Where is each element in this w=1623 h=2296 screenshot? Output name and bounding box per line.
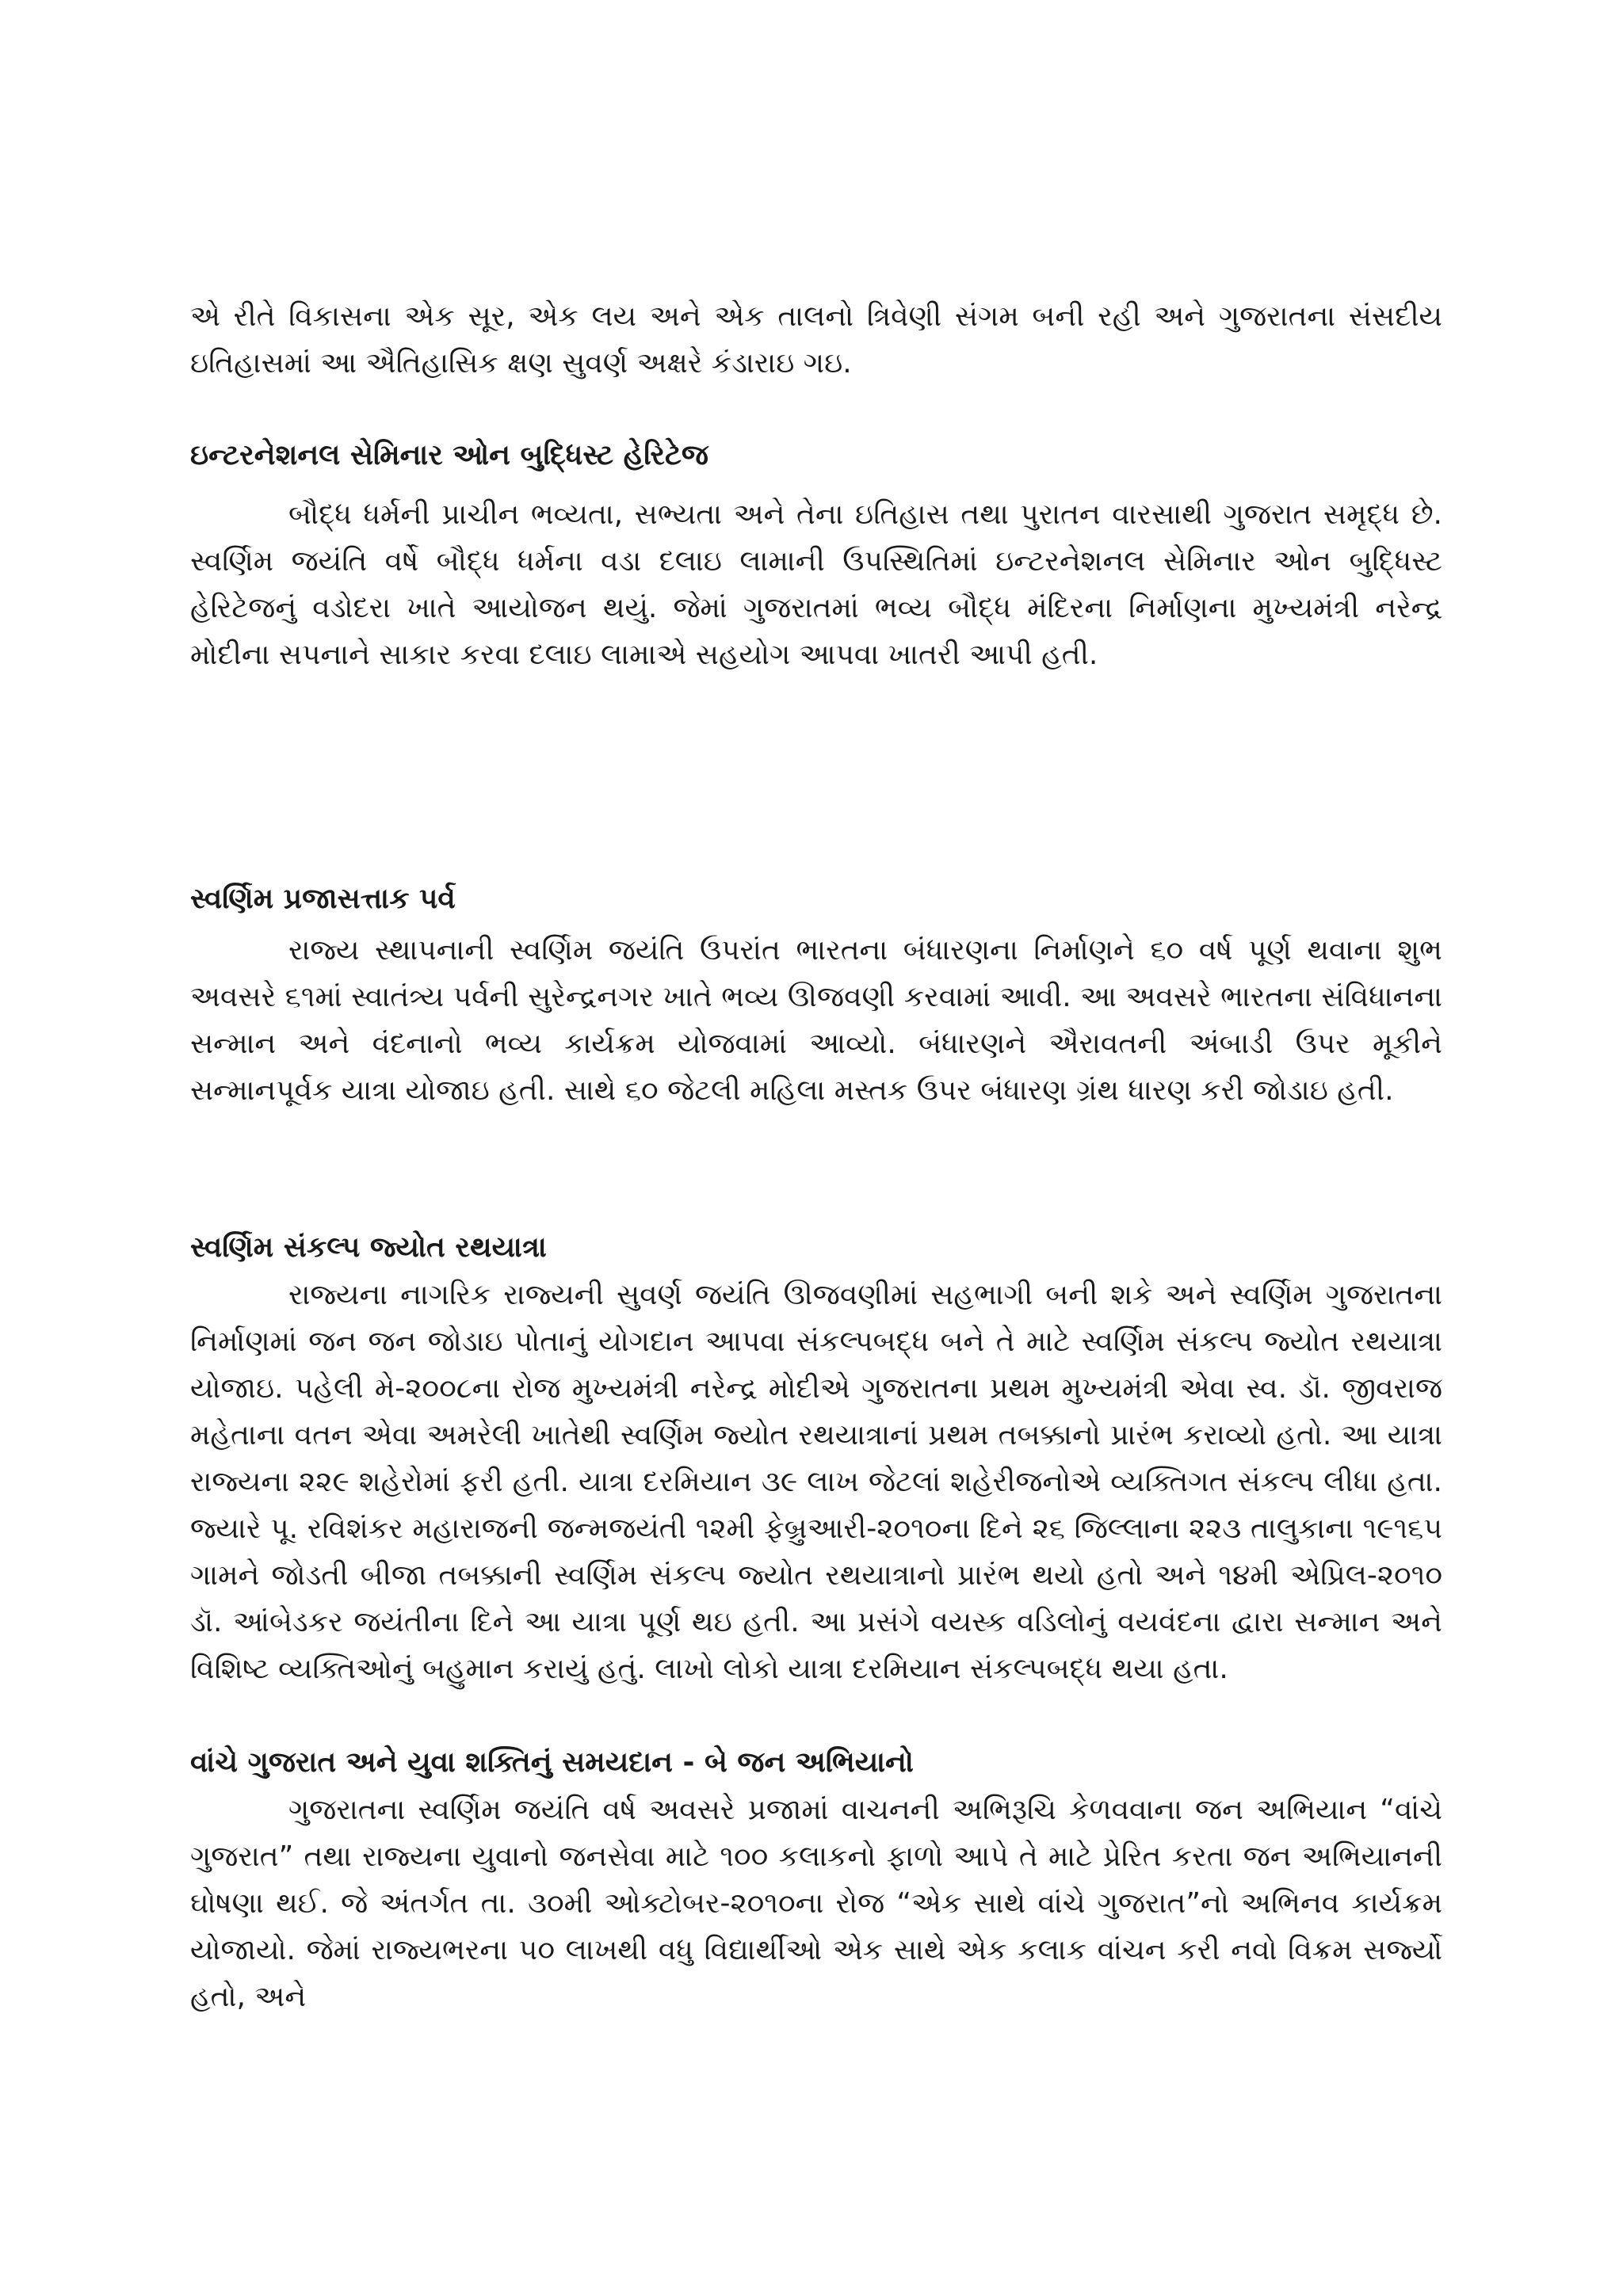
section-body-sankalp-rathyatra — [190, 1272, 1442, 1692]
section-body-text: રાજ્યના નાગરિક રાજ્યની સુવર્ણ જયંતિ ઊજવણીમાં સહભાગી બની શકે અને સ્વર્ણિમ ગુજરાતના નિર્માણમાં જન જન જોડાઇ પોતાનું યોગદાન આપવા સંકલ્પબદ્ધ બને તે માટે સ્વર્ણિમ સંકલ્પ જ્યોત રથયાત્રા યોજાઇ. પહેલી મે-૨૦૦૮ના રોજ મુખ્યમંત્રી નરેન્દ્ર મોદીએ ગુજરાતના પ્રથમ મુખ્યમંત્રી એવા સ્વ. ડૉ. જીવરાજ મહેતાના વતન એવા અમરેલી ખાતેથી સ્વર્ણિમ જ્યોત રથયાત્રાનાં પ્રથમ તબક્કાનો પ્રારંભ કરાવ્યો હતો. આ યાત્રા રાજ્યના ૨૨૯ શહેરોમાં ફરી હતી. યાત્રા દરમિયાન ૩૯ લાખ જેટલાં શહેરીજનોએ વ્યક્તિગત સંકલ્પ લીધા હતા. જ્યારે પૂ. રવિશંકર મહારાજની જન્મજયંતી ૧૨મી ફેબ્રુઆરી-૨૦૧૦ના દિને ૨૬ જિલ્લાના ૨૨૩ તાલુકાના ૧૯૧૬૫ ગામને જોડતી બીજા તબક્કાની સ્વર્ણિમ સંકલ્પ જ્યોત રથયાત્રાનો પ્રારંભ થયો હતો અને ૧૪મી એપ્રિલ-૨૦૧૦ ડૉ. આંબેડકર જયંતીના દિને આ યાત્રા પૂર્ણ થઇ હતી. આ પ્રસંગે વયસ્ક વડિલોનું વયવંદના દ્વારા સન્માન અને વિશિષ્ટ વ્યક્તિઓનું બહુમાન કરાયું હતું. લાખો લોકો યાત્રા દરમિયાન સંકલ્પબદ્ધ થયા હતા. — [190, 1279, 1442, 1685]
section-heading-vanche-gujarat: વાંચે ગુજરાત અને યુવા શક્તિનું સમયદાન - બે જન અભિયાનો — [190, 1746, 914, 1779]
section-body-buddhist-seminar — [190, 491, 1442, 678]
section-heading-buddhist-seminar: ઇન્ટરનેશનલ સેમિનાર ઓન બુદ્ધિસ્ટ હેરિટેજ — [190, 439, 708, 471]
section-heading-republic-day: સ્વર્ણિમ પ્રજાસત્તાક પર્વ — [190, 883, 456, 915]
section-body-text: રાજ્ય સ્થાપનાની સ્વર્ણિમ જયંતિ ઉપરાંત ભારતના બંધારણના નિર્માણને ૬૦ વર્ષ પૂર્ણ થવાના શુભ અવસરે ૬૧માં સ્વાતંત્ર્ય પર્વની સુરેન્દ્રનગર ખાતે ભવ્ય ઊજવણી કરવામાં આવી. આ અવસરે ભારતના સંવિધાનના સન્માન અને વંદનાનો ભવ્ય કાર્યક્રમ યોજવામાં આવ્યો. બંધારણને ઐરાવતની અંબાડી ઉપર મૂકીને સન્માનપૂર્વક યાત્રા યોજાઇ હતી. સાથે ૬૦ જેટલી મહિલા મસ્તક ઉપર બંધારણ ગ્રંથ ધારણ કરી જોડાઇ હતી. — [190, 934, 1442, 1107]
section-heading-sankalp-rathyatra: સ્વર્ણિમ સંકલ્પ જ્યોત રથયાત્રા — [190, 1231, 547, 1264]
section-body-text: ગુજરાતના સ્વર્ણિમ જયંતિ વર્ષ અવસરે પ્રજામાં વાચનની અભિરૂચિ કેળવવાના જન અભિયાન “વાંચે ગુજરાત” તથા રાજ્યના યુવાનો જનસેવા માટે ૧૦૦ કલાકનો ફાળો આપે તે માટે પ્રેરિત કરતા જન અભિયાનની ઘોષણા થઈ. જે અંતર્ગત તા. ૩૦મી ઓક્ટોબર-૨૦૧૦ના રોજ “એક સાથે વાંચે ગુજરાત”નો અભિનવ કાર્યક્રમ યોજાયો. જેમાં રાજ્યભરના ૫૦ લાખથી વધુ વિદ્યાર્થીઓ એક સાથે એક કલાક વાંચન કરી નવો વિક્રમ સર્જ્યો હતો, અને — [190, 1794, 1442, 2013]
intro-paragraph: એ રીતે વિકાસના એક સૂર, એક લય અને એક તાલનો ત્રિવેણી સંગમ બની રહી અને ગુજરાતના સંસદીય ઇતિહાસમાં આ ઐતિહાસિક ક્ષણ સુવર્ણ અક્ષરે કંડારાઇ ગઇ. — [190, 300, 1442, 379]
section-body-text: બૌદ્ધ ધર્મની પ્રાચીન ભવ્યતા, સભ્યતા અને તેના ઇતિહાસ તથા પુરાતન વારસાથી ગુજરાત સમૃદ્ધ છે. સ્વર્ણિમ જયંતિ વર્ષે બૌદ્ધ ધર્મના વડા દલાઇ લામાની ઉપસ્થિતિમાં ઇન્ટરનેશનલ સેમિનાર ઓન બુદ્ધિસ્ટ હેરિટેજનું વડોદરા ખાતે આયોજન થયું. જેમાં ગુજરાતમાં ભવ્ય બૌદ્ધ મંદિરના નિર્માણના મુખ્યમંત્રી નરેન્દ્ર મોદીના સપનાને સાકાર કરવા દલાઇ લામાએ સહયોગ આપવા ખાતરી આપી હતી. — [190, 498, 1442, 671]
section-body-vanche-gujarat — [190, 1787, 1442, 2020]
section-body-republic-day — [190, 927, 1442, 1114]
